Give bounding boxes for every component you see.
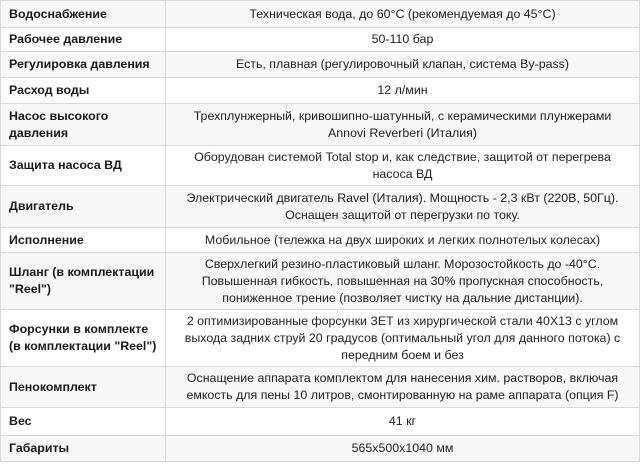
spec-value: Оснащение аппарата комплектом для нанесения хим. растворов, включая емкость для пены 10 литров, смонтированную на раме аппарата (опция F) [166,367,640,408]
spec-label: Насос высокого давления [1,104,166,146]
table-row [1,228,640,253]
spec-value: 50-110 бар [166,28,640,52]
table-row [1,436,640,462]
table-row [1,1,640,28]
spec-value: Электрический двигатель Ravel (Италия). Мощность - 2,3 кВт (220В, 50Гц). Оснащен защитой от перегрузки по току. [166,186,640,228]
spec-label: Защита насоса ВД [1,146,166,186]
spec-label: Водоснабжение [1,1,166,28]
spec-value: Мобильное (тележка на двух широких и легких полнотелых колесах) [166,228,640,253]
spec-value: 41 кг [166,408,640,436]
spec-label: Габариты [1,436,166,462]
table-row [1,146,640,186]
table-row [1,28,640,52]
spec-value: Трехплунжерный, кривошипно-шатунный, с керамическими плунжерами Annovi Reverberi (Италия) [166,104,640,146]
spec-value: 12 л/мин [166,78,640,104]
spec-value: Сверхлегкий резино-пластиковый шланг. Морозостойкость до -40°С. Повышенная гибкость, повышенная на 30% пропускная способность, пониженное трение (позволяет чистку на дальние дистанции). [166,253,640,310]
spec-label: Вес [1,408,166,436]
spec-value: Техническая вода, до 60°С (рекомендуемая до 45°С) [166,1,640,28]
spec-value: Есть, плавная (регулировочный клапан, система By-pass) [166,52,640,78]
table-row [1,367,640,408]
table-row [1,78,640,104]
spec-label: Форсунки в комплекте (в комплектации "Reel") [1,310,166,367]
spec-label: Расход воды [1,78,166,104]
table-row [1,253,640,310]
spec-label: Двигатель [1,186,166,228]
spec-label: Шланг (в комплектации "Reel") [1,253,166,310]
spec-label: Исполнение [1,228,166,253]
table-row [1,104,640,146]
spec-value: 565х500х1040 мм [166,436,640,462]
spec-value: 2 оптимизированные форсунки ЗЕТ из хирургической стали 40Х13 с углом выхода задних струй 20 градусов (оптимальный угол для данного потока) с передним боем и без [166,310,640,367]
table-row [1,186,640,228]
spec-label: Пенокомплект [1,367,166,408]
spec-value: Оборудован системой Total stop и, как следствие, защитой от перегрева насоса ВД [166,146,640,186]
spec-label: Регулировка давления [1,52,166,78]
table-row [1,408,640,436]
table-row [1,310,640,367]
spec-label: Рабочее давление [1,28,166,52]
table-row [1,52,640,78]
